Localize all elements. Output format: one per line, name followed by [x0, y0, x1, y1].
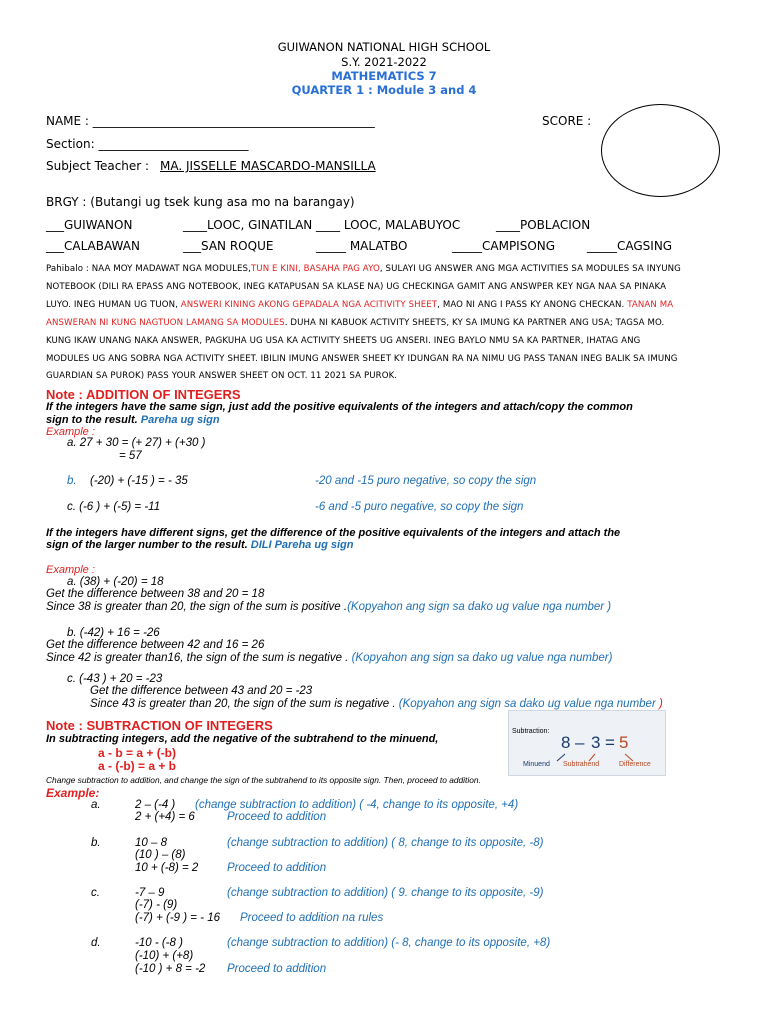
- addition-rule2-line2: sign of the larger number to the result. DILI Pareha ug sign: [46, 539, 354, 551]
- diagram-difference: 5: [619, 733, 629, 752]
- school-year: S.Y. 2021-2022: [341, 55, 427, 69]
- diagram-difference-label: Difference: [619, 761, 651, 768]
- pahibalo-line-1: Pahibalo : NAA MOY MADAWAT NGA MODULES,TUN E KINI, BASAHA PAG AYO, SULAYI UG ANSWER ANG MGA ACTIVITIES SA MODULES SA INYUNG: [46, 264, 681, 274]
- add-ex2-a-line2: Get the difference between 38 and 20 = 18: [46, 588, 265, 600]
- sub-ex-d-line1: -10 - (-8 ): [135, 937, 183, 949]
- sub-ex-c-line1: -7 – 9: [135, 887, 165, 899]
- add-ex-b-note: -20 and -15 puro negative, so copy the sign: [315, 475, 537, 487]
- brgy-san-roque[interactable]: ___SAN ROQUE: [183, 239, 274, 253]
- sub-ex-c-note1: (change subtraction to addition) ( 9. change to its opposite, -9): [227, 887, 544, 899]
- diagram-caption: Subtraction:: [512, 728, 550, 735]
- subtraction-formula-2: a - (-b) = a + b: [98, 759, 177, 773]
- diagram-minuend-label: Minuend: [523, 761, 550, 768]
- sub-ex-b-letter: b.: [91, 837, 101, 849]
- pahibalo-line-4: ANSWERAN NI KUNG NAGTUON LAMANG SA MODULES. DUHA NI KABUOK ACTIVITY SHEETS, KY SA IMUNG KA PARTNER ANG USA; TAGSA MO.: [46, 318, 665, 328]
- subject-title: MATHEMATICS 7: [331, 69, 437, 83]
- sub-ex-d-note3: Proceed to addition: [227, 963, 327, 975]
- quarter-title: QUARTER 1 : Module 3 and 4: [291, 83, 477, 97]
- addition-rule1-line1: If the integers have the same sign, just add the positive equivalents of the integers and attach/copy the common: [46, 401, 633, 413]
- subtraction-diagram: [508, 710, 666, 776]
- sub-ex-b-line3: 10 + (-8) = 2: [135, 862, 199, 874]
- teacher-label: Subject Teacher :: [46, 159, 150, 173]
- sub-ex-a-letter: a.: [91, 799, 101, 811]
- brgy-calabawan[interactable]: ___CALABAWAN: [46, 239, 140, 253]
- sub-ex-a-line2: 2 + (+4) = 6: [135, 811, 195, 823]
- pahibalo-line-5: KUNG IKAW UNANG NAKA ANSWER, PAGKUHA UG USA KA ACTIVITY SHEETS UG ANSERI. INEG BAYLO NMU SA KA PARTNER, IHATAG ANG: [46, 336, 641, 346]
- sub-ex-d-letter: d.: [91, 937, 101, 949]
- add-ex-a-line1: a. 27 + 30 = (+ 27) + (+30 ): [67, 437, 206, 449]
- add-ex2-a-line1: a. (38) + (-20) = 18: [67, 576, 164, 588]
- subtraction-example-label: Example:: [46, 786, 100, 800]
- add-ex-a-line2: = 57: [119, 450, 142, 462]
- pahibalo-line-7: GUARDIAN SA PUROK) PASS YOUR ANSWER SHEET ON OCT. 11 2021 SA PUROK.: [46, 371, 398, 381]
- sub-ex-d-note1: (change subtraction to addition) (- 8, change to its opposite, +8): [227, 937, 551, 949]
- addition-rule1-line2: sign to the result. Pareha ug sign: [46, 414, 220, 426]
- diagram-subtrahend-label: Subtrahend: [563, 761, 600, 768]
- subtraction-note-title: Note : SUBTRACTION OF INTEGERS: [46, 718, 273, 733]
- sub-ex-b-line1: 10 – 8: [135, 837, 167, 849]
- brgy-looc-malabuyoc[interactable]: ____ LOOC, MALABUYOC: [316, 218, 461, 232]
- add-ex2-c-line2: Get the difference between 43 and 20 = -23: [90, 685, 313, 697]
- add-ex2-c-line3: Since 43 is greater than 20, the sign of the sum is negative . (Kopyahon ang sign sa dako ug value nga number ): [90, 698, 663, 710]
- add-ex-c: c. (-6 ) + (-5) = -11: [67, 501, 161, 513]
- add-ex2-b-line2: Get the difference between 42 and 16 = 26: [46, 639, 265, 651]
- teacher-name: MA. JISSELLE MASCARDO-MANSILLA: [160, 159, 376, 173]
- example2-label: Example :: [46, 564, 95, 576]
- pahibalo-line-2: NOTEBOOK (DILI RA EPASS ANG NOTEBOOK, INEG KATAPUSAN SA KLASE NA) UG CHECKINGA GAMIT ANG ANSWPER KEY NGA NAA SA PINAKA: [46, 282, 667, 292]
- diagram-minuend: 8: [561, 733, 571, 752]
- score-oval: [601, 104, 720, 197]
- sub-ex-c-letter: c.: [91, 887, 100, 899]
- sub-ex-c-note3: Proceed to addition na rules: [240, 912, 384, 924]
- sub-ex-d-line3: (-10 ) + 8 = -2: [135, 963, 206, 975]
- pahibalo-line-3: LUYO. INEG HUMAN UG TUON, ANSWERI KINING AKONG GEPADALA NGA ACITIVITY SHEET, MAO NI ANG I PASS KY ANONG CHECKAN. TANAN MA: [46, 300, 674, 310]
- add-ex-b-letter: b.: [67, 475, 77, 487]
- brgy-cagsing[interactable]: _____CAGSING: [587, 239, 673, 253]
- brgy-label: BRGY : (Butangi ug tsek kung asa mo na barangay): [46, 195, 355, 209]
- addition-note-title: Note : ADDITION OF INTEGERS: [46, 387, 241, 402]
- sub-ex-a-line1: 2 – (-4 ): [135, 799, 176, 811]
- subtraction-rule: In subtracting integers, add the negative of the subtrahend to the minuend,: [46, 733, 439, 745]
- brgy-malatbo[interactable]: _____ MALATBO: [316, 239, 408, 253]
- sub-ex-c-line3: (-7) + (-9 ) = - 16: [135, 912, 220, 924]
- addition-rule2-line1: If the integers have different signs, get the difference of the positive equivalents of the integers and attach the: [46, 527, 621, 539]
- brgy-looc-ginatilan[interactable]: ____LOOC, GINATILAN: [183, 218, 313, 232]
- section-field[interactable]: Section: _________________________: [46, 137, 249, 151]
- school-name: GUIWANON NATIONAL HIGH SCHOOL: [277, 40, 491, 54]
- subtraction-small-note: Change subtraction to addition, and change the sign of the subtrahend to its opposite sign. Then, proceed to addition.: [46, 775, 481, 785]
- add-ex2-a-line3: Since 38 is greater than 20, the sign of the sum is positive .(Kopyahon ang sign sa dako ug value nga number ): [46, 601, 612, 613]
- add-ex-b: (-20) + (-15 ) = - 35: [90, 475, 188, 487]
- sub-ex-a-note1: (change subtraction to addition) ( -4, change to its opposite, +4): [195, 799, 519, 811]
- add-ex2-b-line3: Since 42 is greater than16, the sign of the sum is negative . (Kopyahon ang sign sa dako ug value nga number): [46, 652, 613, 664]
- name-field[interactable]: NAME : _______________________________________________: [46, 114, 375, 128]
- sub-ex-a-note2: Proceed to addition: [227, 811, 327, 823]
- sub-ex-c-line2: (-7) - (9): [135, 899, 178, 911]
- diagram-minus: –: [575, 733, 585, 752]
- example-label: Example :: [46, 426, 95, 438]
- subtraction-formula-1: a - b = a + (-b): [98, 746, 177, 760]
- pahibalo-line-6: MODULES UG ANG SOBRA NGA ACTIVITY SHEET. IBILIN IMUNG ANSWER SHEET KY IDUNGAN RA NA NIMU UG PASS TANAN INEG BALIK SA IMUNG: [46, 354, 678, 364]
- brgy-campisong[interactable]: _____CAMPISONG: [452, 239, 556, 253]
- brgy-poblacion[interactable]: ____POBLACION: [496, 218, 591, 232]
- add-ex2-c-line1: c. (-43 ) + 20 = -23: [67, 673, 163, 685]
- sub-ex-b-note3: Proceed to addition: [227, 862, 327, 874]
- score-label: SCORE :: [542, 114, 592, 128]
- add-ex2-b-line1: b. (-42) + 16 = -26: [67, 627, 160, 639]
- add-ex-c-note: -6 and -5 puro negative, so copy the sign: [315, 501, 524, 513]
- diagram-equals: =: [605, 733, 615, 752]
- sub-ex-b-line2: (10 ) – (8): [135, 849, 186, 861]
- sub-ex-d-line2: (-10) + (+8): [135, 950, 194, 962]
- brgy-guiwanon[interactable]: ___GUIWANON: [46, 218, 133, 232]
- diagram-subtrahend: 3: [591, 733, 601, 752]
- sub-ex-b-note1: (change subtraction to addition) ( 8, change to its opposite, -8): [227, 837, 544, 849]
